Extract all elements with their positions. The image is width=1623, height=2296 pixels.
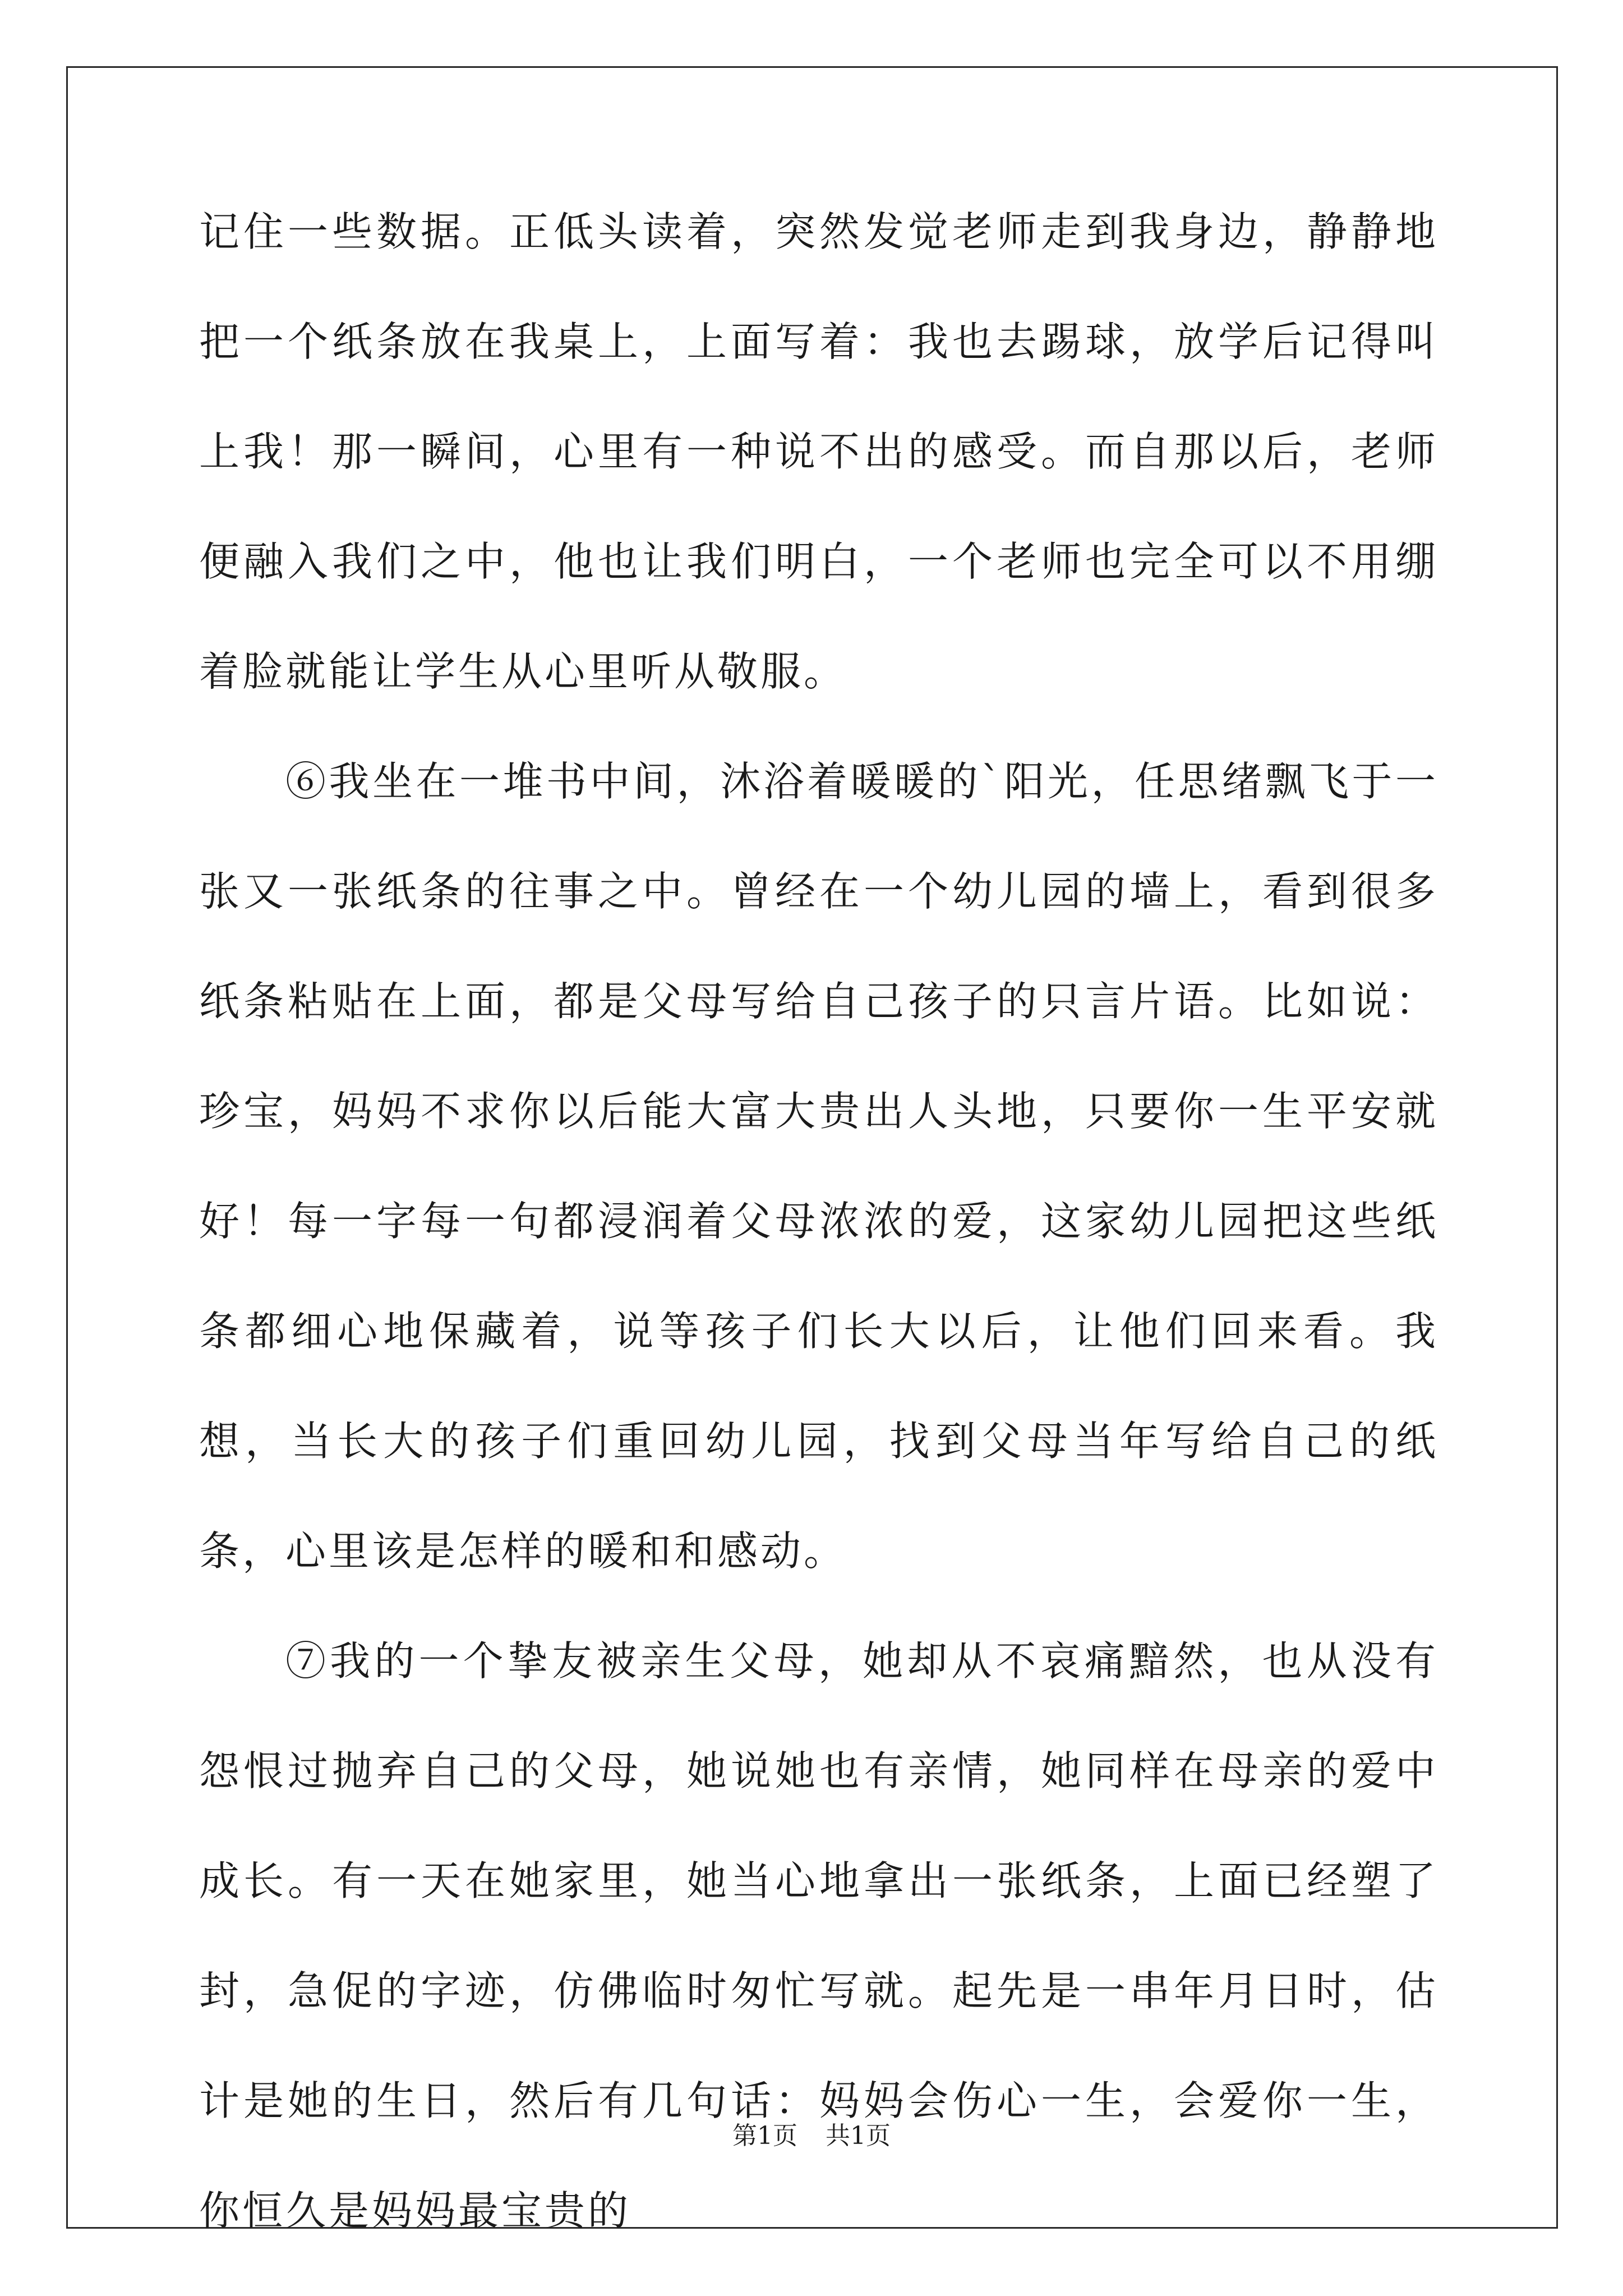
page-footer	[0, 2119, 1623, 2153]
paragraph-1: 记住一些数据。正低头读着，突然发觉老师走到我身边，静静地把一个纸条放在我桌上，上面写着：我也去踢球，放学后记得叫上我！那一瞬间，心里有一种说不出的感受。而自那以后，老师便融入我们之中，他也让我们明白，一个老师也完全可以不用绷着脸就能让学生从心里听从敬服。	[199, 208, 1438, 695]
document-body	[199, 177, 1438, 2266]
page-number: 第1页	[732, 2122, 797, 2150]
page-total: 共1页	[826, 2122, 891, 2150]
paragraph-2: ⑥我坐在一堆书中间，沐浴着暖暖的`阳光，任思绪飘飞于一张又一张纸条的往事之中。曾经在一个幼儿园的墙上，看到很多纸条粘贴在上面，都是父母写给自己孩子的只言片语。比如说：珍宝，妈妈不求你以后能大富大贵出人头地，只要你一生平安就好！每一字每一句都浸润着父母浓浓的爱，这家幼儿园把这些纸条都细心地保藏着，说等孩子们长大以后，让他们回来看。我想，当长大的孩子们重回幼儿园，找到父母当年写给自己的纸条，心里该是怎样的暖和和感动。	[199, 758, 1438, 1575]
paragraph-3: ⑦我的一个挚友被亲生父母，她却从不哀痛黯然，也从没有怨恨过抛弃自己的父母，她说她也有亲情，她同样在母亲的爱中成长。有一天在她家里，她当心地拿出一张纸条，上面已经塑了封，急促的字迹，仿佛临时匆忙写就。起先是一串年月日时，估计是她的生日，然后有几句话：妈妈会伤心一生，会爱你一生，你恒久是妈妈最宝贵的	[199, 1637, 1438, 2234]
